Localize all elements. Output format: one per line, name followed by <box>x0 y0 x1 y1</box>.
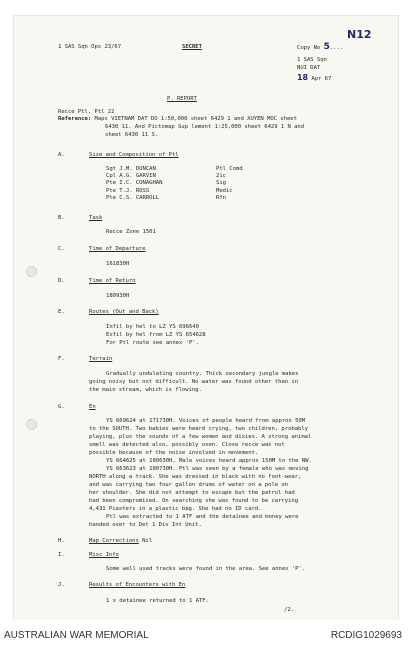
date-day-hand: 18 <box>297 73 309 82</box>
patrol-line: Recce Ptl, Ptl 22 <box>58 109 115 115</box>
member-row <box>106 173 243 180</box>
section-a-heading: Size and Composition of Ptl <box>89 152 179 158</box>
copy-number <box>297 44 343 52</box>
section-g-line: 4,431 Piasters in a plastic bag. She had no ID card. <box>89 506 262 512</box>
section-f-line: going noisy but not difficult. No water was found other than in <box>89 379 299 385</box>
header-ref: 1 SAS Sqn Ops 23/67 <box>58 44 122 50</box>
section-g-line: YS 669624 at 171730H. Voices of people heard from approx 50M <box>106 418 306 424</box>
section-g-line: her shoulder. She did not attempt to escape but the patrol had <box>89 490 295 496</box>
member-name: Sgt J.M. DUNCAN <box>106 166 156 172</box>
section-g-line: to the SOUTH. Two babies were heard crying, two children, probably <box>89 426 308 432</box>
reference-line-2: 6430 11. And Pictomap Sup lement 1:25,000 sheet 6429 1 N and <box>105 124 305 130</box>
reference-label: Reference: <box>58 116 92 122</box>
classification: SECRET <box>182 44 202 50</box>
section-g-line: playing, plus the sounds of a few women and dixies. A strong animal <box>89 434 312 440</box>
section-j-heading: Results of Encounters with En <box>89 582 186 588</box>
section-h-heading: Map Corrections <box>89 538 139 544</box>
reference-block <box>58 116 297 123</box>
header-date <box>297 74 331 83</box>
header-location: NUI DAT <box>297 65 321 71</box>
report-title: P. REPORT <box>167 96 197 102</box>
section-d-text: 180930H <box>106 293 130 299</box>
section-g-line: YS 664625 at 180630H, Male voices heard approx 150M to the NW. <box>106 458 312 464</box>
footer-record-id: RCDIG1029693 <box>330 630 402 641</box>
section-c-heading: Time of Departure <box>89 246 146 252</box>
section-g-letter: G. <box>58 404 65 410</box>
section-b-heading: Task <box>89 215 103 221</box>
section-a-letter: A. <box>58 152 65 158</box>
member-role: Medic <box>216 187 233 194</box>
page-continuation: /2. <box>284 607 294 613</box>
member-row <box>106 166 243 173</box>
section-f-letter: F. <box>58 356 65 362</box>
copy-number-hand: 5 <box>323 42 330 52</box>
section-f-heading: Terrain <box>89 356 113 362</box>
section-e-heading: Routes (Out and Back) <box>89 309 159 315</box>
section-h-letter: H. <box>58 538 65 544</box>
member-name: Pte C.S. CARROLL <box>106 194 160 201</box>
section-g-line: had been compromised. On searching she was found to be carrying <box>89 498 299 504</box>
patrol-members-table <box>106 166 243 202</box>
member-role: Ptl Comd <box>216 166 243 172</box>
member-name: Cpl A.G. GARVIN <box>106 173 156 180</box>
section-e-line-3: For Ptl route see annex 'P'. <box>106 340 199 346</box>
archive-footer <box>0 620 408 654</box>
member-row <box>106 188 243 195</box>
section-e-line-1: Infil by hel to LZ YS 696640 <box>106 324 199 330</box>
copy-label: Copy No <box>297 45 321 51</box>
section-i-text: Some well used tracks were found in the area. See annex 'P'. <box>106 566 306 572</box>
section-b-text: Recce Zone 1501 <box>106 229 156 235</box>
punch-hole-top <box>26 266 37 277</box>
date-month: Apr 67 <box>311 76 332 82</box>
member-row <box>106 195 243 202</box>
section-g-line: YS 663623 at 180730H. Ptl was seen by a female who was moving <box>106 466 309 472</box>
member-name: Pte I.C. CONAGHAN <box>106 180 163 187</box>
section-f-line: the main stream, which is flowing. <box>89 387 202 393</box>
header-unit: 1 SAS Sqn <box>297 57 327 63</box>
member-role: Rfn <box>216 194 226 201</box>
section-j-letter: J. <box>58 582 65 588</box>
section-h-text: Nil <box>142 538 153 544</box>
section-b-letter: B. <box>58 215 65 221</box>
section-i-heading: Misc Info <box>89 552 119 558</box>
section-g-line: NORTH along a track. She was dressed in black with no foot-wear, <box>89 474 302 480</box>
member-role: 2ic <box>216 173 226 180</box>
section-g-line: and was carrying two four gallon drums of water on a pole on <box>89 482 289 488</box>
member-name: Pte T.J. ROSS <box>106 187 150 194</box>
section-f-line: Gradually undulating country. Thick secondary jungle makes <box>106 371 299 377</box>
member-role: Sig <box>216 180 226 187</box>
section-g-line: smell was detected also, possibly oxen. Close recce was not <box>89 442 285 448</box>
section-c-text: 161830H <box>106 261 130 267</box>
section-h-line <box>89 538 152 545</box>
section-g-line: Ptl was extracted to 1 ATF and the detainee and money were <box>106 514 299 520</box>
section-e-letter: E. <box>58 309 65 315</box>
copy-dots: .... <box>329 45 344 51</box>
reference-text: Maps VIETNAM DAT DO 1:50,000 sheet 6429 1 and XUYEN MOC sheet <box>94 116 297 122</box>
punch-hole-bottom <box>26 419 37 430</box>
section-d-letter: D. <box>58 278 65 284</box>
document-code: N12 <box>347 28 372 41</box>
section-g-line: handed over to Det 1 Div Int Unit. <box>89 522 202 528</box>
section-c-letter: C. <box>58 246 65 252</box>
section-j-text: 1 x detainee returned to 1 ATF. <box>106 598 209 604</box>
member-row <box>106 180 243 187</box>
reference-line-3: sheet 6430 11 S. <box>105 132 159 138</box>
section-d-heading: Time of Return <box>89 278 136 284</box>
section-i-letter: I. <box>58 552 65 558</box>
section-g-line: possible because of the noise involved in movement. <box>89 450 259 456</box>
section-e-line-2: Exfil by hel from LZ YS 654628 <box>106 332 206 338</box>
document-page <box>14 16 398 620</box>
section-g-heading: En <box>89 404 96 410</box>
footer-institution: AUSTRALIAN WAR MEMORIAL <box>4 630 149 641</box>
